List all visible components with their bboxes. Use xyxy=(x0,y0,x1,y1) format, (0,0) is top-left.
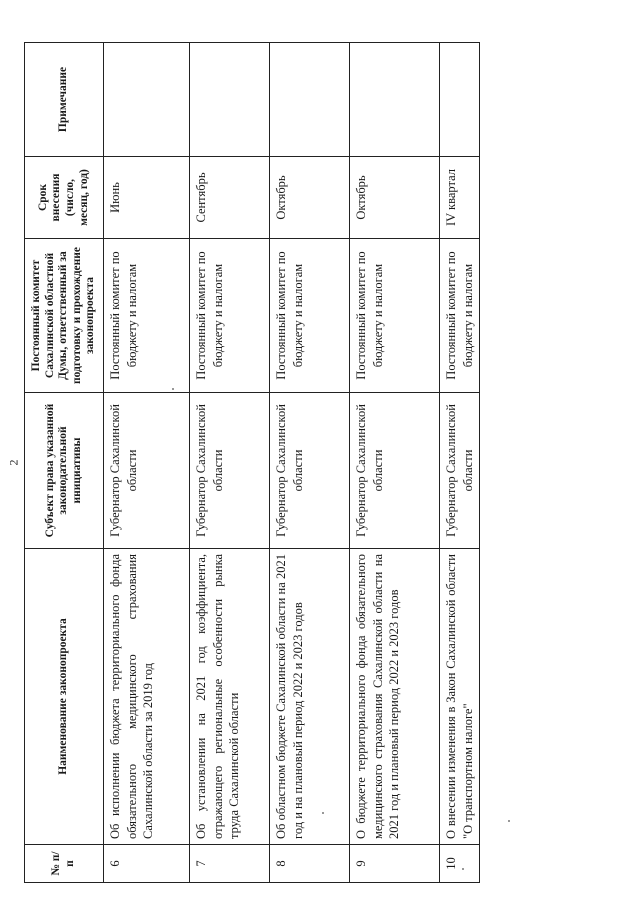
cell-committee: Постоянный комитет по бюджету и налогам xyxy=(440,239,480,393)
cell-deadline: Октябрь xyxy=(350,157,440,239)
cell-num: 7 xyxy=(190,845,270,883)
scan-speck xyxy=(508,820,510,822)
cell-committee: Постоянный комитет по бюджету и налогам xyxy=(190,239,270,393)
table-row xyxy=(190,43,270,883)
cell-num: 10 xyxy=(440,845,480,883)
cell-name: О внесении изменения в Закон Сахалинской области "О транспортном налоге" xyxy=(440,549,480,845)
cell-num: 8 xyxy=(270,845,350,883)
cell-subject: Губернатор Сахалинской области xyxy=(190,393,270,549)
cell-subject: Губернатор Сахалинской области xyxy=(350,393,440,549)
cell-committee: Постоянный комитет по бюджету и налогам xyxy=(104,239,190,393)
header-num: № п/п xyxy=(25,845,104,883)
cell-committee: Постоянный комитет по бюджету и налогам xyxy=(270,239,350,393)
page-number: 2 xyxy=(6,459,21,466)
table-row xyxy=(270,43,350,883)
cell-note xyxy=(190,43,270,157)
header-committee: Постоянный комитет Сахалинской областной Думы, ответственный за подготовку и прохождение законопроекта xyxy=(25,239,104,393)
table-row xyxy=(104,43,190,883)
cell-name: Об исполнении бюджета территориального фонда обязательного медицинского страхования Сахалинской области за 2019 год xyxy=(104,549,190,845)
cell-num: 9 xyxy=(350,845,440,883)
cell-deadline: Октябрь xyxy=(270,157,350,239)
scan-speck xyxy=(172,388,174,390)
rotated-table-wrapper xyxy=(24,43,614,883)
cell-subject: Губернатор Сахалинской области xyxy=(104,393,190,549)
cell-name: О бюджете территориального фонда обязательного медицинского страхования Сахалинской области на 2021 год и плановый период 2022 и 2023 годов xyxy=(350,549,440,845)
scan-speck xyxy=(322,812,324,814)
cell-committee: Постоянный комитет по бюджету и налогам xyxy=(350,239,440,393)
cell-note xyxy=(440,43,480,157)
header-name: Наименование законопроекта xyxy=(25,549,104,845)
header-deadline: Срок внесения (число, месяц, год) xyxy=(25,157,104,239)
cell-subject: Губернатор Сахалинской области xyxy=(270,393,350,549)
cell-note xyxy=(270,43,350,157)
cell-deadline: Сентябрь xyxy=(190,157,270,239)
table-row xyxy=(440,43,480,883)
cell-name: Об установлении на 2021 год коэффициента, отражающего региональные особенности рынка труда Сахалинской области xyxy=(190,549,270,845)
cell-subject: Губернатор Сахалинской области xyxy=(440,393,480,549)
cell-note xyxy=(350,43,440,157)
scan-speck xyxy=(462,868,464,870)
cell-note xyxy=(104,43,190,157)
table-header-row xyxy=(25,43,104,883)
header-subject: Субъект права указанной законодательной инициативы xyxy=(25,393,104,549)
cell-name: Об областном бюджете Сахалинской области на 2021 год и на плановый период 2022 и 2023 годов xyxy=(270,549,350,845)
cell-deadline: IV квартал xyxy=(440,157,480,239)
table-row xyxy=(350,43,440,883)
legislation-plan-table xyxy=(24,42,480,883)
cell-deadline: Июнь xyxy=(104,157,190,239)
cell-num: 6 xyxy=(104,845,190,883)
header-note: Примечание xyxy=(25,43,104,157)
